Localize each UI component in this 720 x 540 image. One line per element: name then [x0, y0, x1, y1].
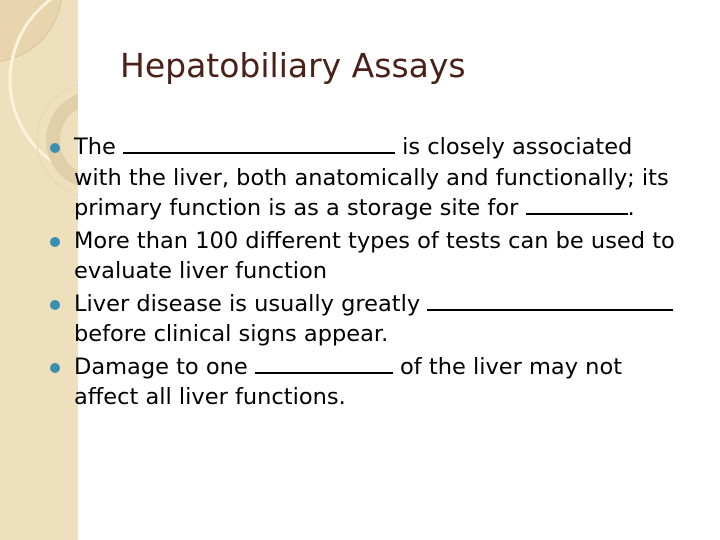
decorative-circles-icon: [0, 0, 78, 540]
line: [74, 289, 704, 320]
line: with the liver, both anatomically and functionally; its: [74, 164, 669, 191]
text: is closely associated: [402, 134, 633, 160]
bullet-dot-icon: [50, 237, 60, 247]
fill-in-blank: [427, 289, 673, 311]
bullet-item: [74, 352, 704, 413]
text: The: [74, 134, 116, 160]
bullet-item: [74, 289, 704, 350]
bullet-list: [74, 132, 704, 415]
text: of the liver may not: [400, 353, 623, 380]
text: primary function is as a storage site for: [74, 195, 519, 221]
fill-in-blank: [526, 193, 628, 215]
line: [74, 193, 704, 224]
bullet-dot-icon: [50, 363, 60, 373]
line: affect all liver functions.: [74, 384, 346, 410]
decorative-side-strip: [0, 0, 78, 540]
fill-in-blank: [123, 132, 395, 154]
line: before clinical signs appear.: [74, 321, 389, 347]
text: .: [627, 195, 635, 221]
text: Liver disease is usually greatly: [74, 290, 421, 317]
bullet-item: [74, 132, 704, 224]
line: evaluate liver function: [74, 258, 328, 284]
line: More than 100 different types of tests can be used to: [74, 227, 675, 254]
bullet-dot-icon: [50, 300, 60, 310]
text: Damage to one: [74, 353, 248, 380]
bullet-dot-icon: [50, 143, 60, 153]
slide-title: Hepatobiliary Assays: [120, 46, 466, 85]
fill-in-blank: [255, 352, 393, 374]
line: [74, 352, 704, 383]
bullet-item: [74, 226, 704, 287]
line: [74, 132, 704, 163]
